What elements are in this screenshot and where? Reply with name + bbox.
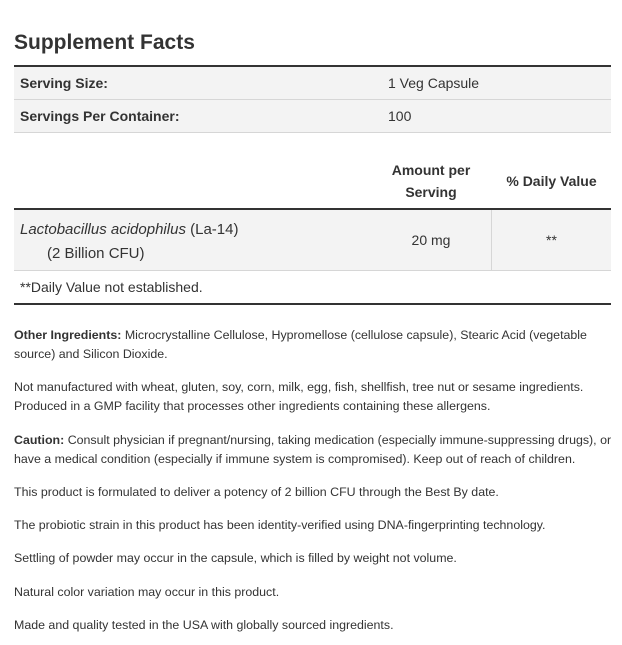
row-divider [14,270,611,271]
amount-header-line1: Amount per [391,162,471,178]
caution-text: Consult physician if pregnant/nursing, taking medication (especially immune-suppressing drugs), or have a medical condition (especially if immune system is compromised). Keep out of reach of children. [14,433,612,466]
ingredient-name: Lactobacillus acidophilus [20,221,186,238]
ingredient-amount: 20 mg [411,232,451,248]
serving-size-label: Serving Size: [20,75,108,91]
ingredient-cfu: (2 Billion CFU) [47,245,145,262]
servings-per-container-label: Servings Per Container: [20,108,180,124]
settling-note: Settling of powder may occur in the capsule, which is filled by weight not volume. [14,551,457,565]
ingredient-strain: (La-14) [185,221,239,238]
daily-value-footnote: **Daily Value not established. [20,279,203,295]
ingredient-name-cell [20,218,238,266]
supplement-facts-title: Supplement Facts [14,31,195,54]
servings-per-container-value: 100 [388,108,412,124]
ingredient-daily-value: ** [546,232,557,248]
other-ingredients-text: Microcrystalline Cellulose, Hypromellose (cellulose capsule), Stearic Acid (vegetable source) and Silicon Dioxide. [14,328,587,361]
color-variation-note: Natural color variation may occur in this product. [14,585,280,599]
amount-per-serving-header [371,159,491,203]
serving-size-value: 1 Veg Capsule [388,75,480,91]
other-ingredients-label: Other Ingredients: [14,328,122,342]
row-divider [14,132,611,133]
strain-note: The probiotic strain in this product has been identity-verified using DNA-fingerprinting technology. [14,518,546,532]
caution-note [14,431,614,469]
potency-note: This product is formulated to deliver a potency of 2 billion CFU through the Best By date. [14,485,499,499]
other-ingredients-note [14,326,614,364]
amount-header-line2: Serving [405,184,457,200]
made-in-usa-note: Made and quality tested in the USA with globally sourced ingredients. [14,618,394,632]
daily-value-header: % Daily Value [506,173,597,189]
caution-label: Caution: [14,433,65,447]
bottom-rule [14,303,611,305]
allergen-note: Not manufactured with wheat, gluten, soy, corn, milk, egg, fish, shellfish, tree nut or sesame ingredients. Produced in a GMP facility that processes other ingredients containing these allergens. [14,380,584,413]
